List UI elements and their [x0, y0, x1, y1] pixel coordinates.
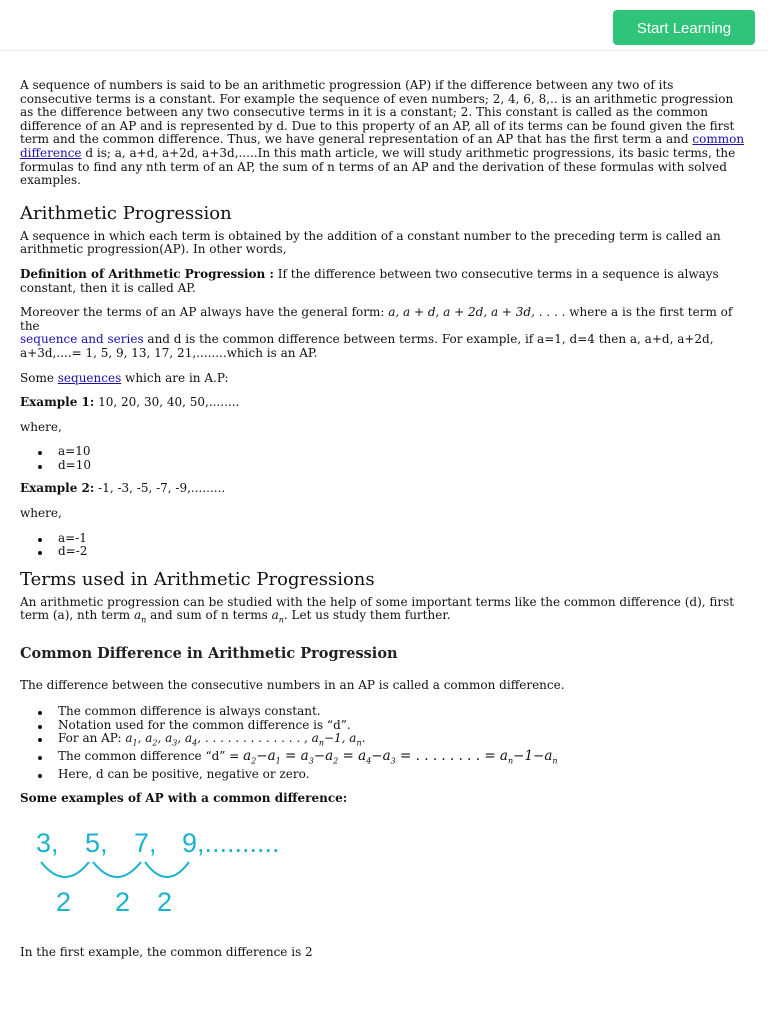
list-item: The common difference “d” = $a_2-a_1 = a_3-a_2 = a_4-a_3$ = . . . . . . . . = $a_n-1-a_n$: [58, 750, 746, 768]
article-content: [20, 79, 746, 959]
sequences-link[interactable]: sequences: [57, 370, 122, 385]
difference-arc: [93, 862, 141, 877]
sequence-term: 5,: [85, 827, 108, 858]
some-sequences: Some sequences which are in A.P:: [20, 370, 229, 385]
example-2-where: where,: [20, 506, 62, 521]
example-2-list: [20, 532, 746, 559]
ap-definition-intro: A sequence in which each term is obtained by the addition of a constant number to the preceding term is called an arithmetic progression(AP). In other words,: [20, 228, 721, 257]
heading-common-difference: Common Difference in Arithmetic Progression: [20, 645, 398, 663]
closing-sentence: In the first example, the common difference is 2: [20, 944, 313, 959]
difference-value: 2: [56, 886, 72, 917]
sequence-and-series-link[interactable]: sequence and series: [20, 332, 144, 347]
list-item: a=-1: [58, 532, 746, 546]
difference-arc: [41, 862, 89, 877]
sequence-term: 9,..........: [182, 827, 280, 858]
example-1-where: where,: [20, 419, 62, 434]
intro-paragraph: A sequence of numbers is said to be an arithmetic progression (AP) if the difference between any two of its consecutive terms is a constant. For example the sequence of even numbers; 2, 4, 6, 8,.. is an arithmetic progression as the difference between any two consecutive terms in it is a constant; 2. This constant is called as the common difference of an AP and is represented by d. Due to this property of an AP, all of its terms can be found given the first term and the common difference. Thus, we have general representation of an AP that has the first term a and common difference d is; a, a+d, a+2d, a+3d,.....In this math article, we will study arithmetic progressions, its basic terms, the formulas to find any nth term of an AP, the sum of n terms of an AP and the derivation of these formulas with solved examples.: [20, 78, 745, 188]
difference-arc: [145, 862, 189, 877]
list-item: d=10: [58, 459, 746, 473]
start-learning-button[interactable]: Start Learning: [613, 10, 755, 45]
heading-arithmetic-progression: Arithmetic Progression: [20, 202, 232, 224]
difference-value: 2: [115, 886, 131, 917]
list-item: Here, d can be positive, negative or zero.: [58, 768, 746, 782]
top-bar: [0, 0, 768, 51]
examples-label: Some examples of AP with a common difference:: [20, 791, 348, 806]
list-item: a=10: [58, 445, 746, 459]
difference-value: 2: [157, 886, 173, 917]
heading-terms-used: Terms used in Arithmetic Progressions: [20, 568, 375, 590]
list-item: d=-2: [58, 545, 746, 559]
list-item: For an AP: $a_1$, $a_2$, $a_3$, $a_4$, . . . . . . . . . . . . . , $a_n-1$, $a_n$.: [58, 732, 746, 750]
ap-general-form: Moreover the terms of an AP always have the general form: a, a + d, a + 2d, a + 3d, . . . . where a is the first term of the sequence and series and d is the common difference between terms. For example, if a=1, d=4 then a, a+d, a+2d, a+3d,....= 1, 5, 9, 13, 17, 21,........which is an AP.: [20, 305, 733, 360]
common-difference-list: [20, 705, 746, 782]
sequence-term: 7,: [134, 827, 157, 858]
sequence-term: 3,: [36, 827, 59, 858]
common-difference-link[interactable]: common difference: [20, 132, 745, 160]
list-item: The common difference is always constant.: [58, 705, 746, 719]
example-1: Example 1: 10, 20, 30, 40, 50,........: [20, 395, 240, 410]
ap-definition: Definition of Arithmetic Progression : If the difference between two consecutive terms in a sequence is always constant, then it is called AP.: [20, 266, 719, 295]
common-difference-diagram: [33, 822, 283, 922]
common-difference-paragraph: The difference between the consecutive numbers in an AP is called a common difference.: [20, 678, 565, 693]
example-1-list: [20, 445, 746, 472]
example-2: Example 2: -1, -3, -5, -7, -9,.........: [20, 481, 226, 496]
list-item: Notation used for the common difference is “d”.: [58, 719, 746, 733]
terms-paragraph: An arithmetic progression can be studied with the help of some important terms like the common difference (d), first term (a), nth term $a_n$ and sum of n terms $a_n$. Let us study them further.: [20, 594, 735, 625]
